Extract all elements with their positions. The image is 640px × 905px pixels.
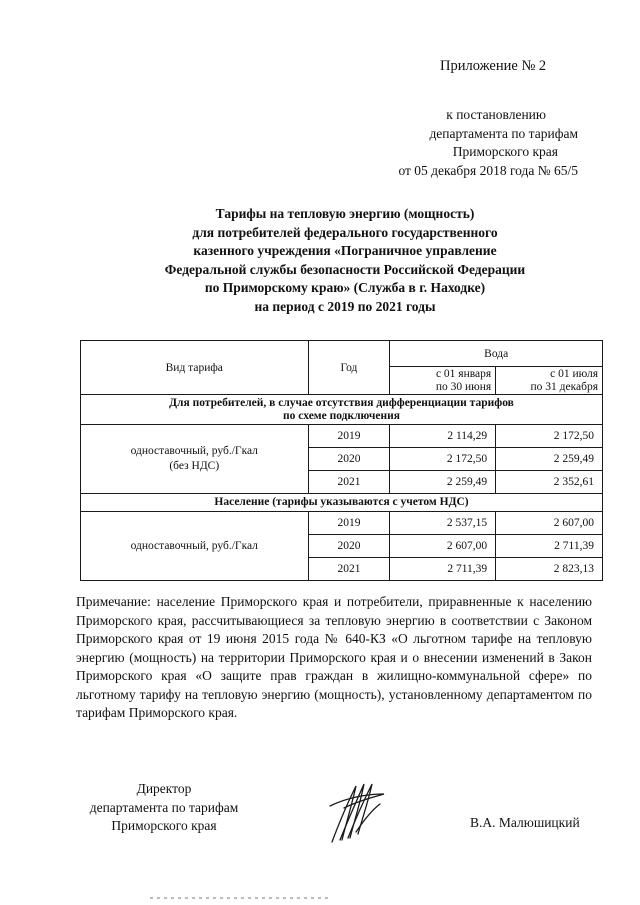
section-title: Население (тарифы указываются с учетом НДС) xyxy=(81,494,603,512)
appendix-line: департамента по тарифам xyxy=(429,125,578,141)
header-water: Вода xyxy=(390,341,603,367)
title-line: казенного учреждения «Пограничное управление xyxy=(193,243,497,258)
title-line: Федеральной службы безопасности Российской Федерации xyxy=(164,261,526,277)
tariff-value: 2 711,39 xyxy=(496,535,603,558)
position-line: департамента по тарифам xyxy=(89,799,239,815)
tariff-table xyxy=(80,340,603,581)
tariff-value: 2 259,49 xyxy=(496,448,603,471)
appendix-line: к постановлению xyxy=(446,107,546,122)
header-period-1-b: по 30 июня xyxy=(435,380,492,393)
header-year: Год xyxy=(308,341,390,395)
tariff-value: 2 607,00 xyxy=(390,535,496,558)
tariff-value: 2 823,13 xyxy=(496,558,603,581)
tariff-type-vat: (без НДС) xyxy=(169,460,220,472)
handwritten-signature-icon xyxy=(326,776,388,848)
title-line: для потребителей федерального государственного xyxy=(192,224,498,240)
signatory-position xyxy=(75,780,253,836)
position-line: Директор xyxy=(136,781,192,796)
year-cell: 2021 xyxy=(308,558,390,581)
scan-artifact xyxy=(150,897,330,899)
year-cell: 2020 xyxy=(308,448,390,471)
header-period-2-a: с 01 июля xyxy=(550,367,598,380)
tariff-type-cell: одноставочный, руб./Гкал xyxy=(81,512,309,581)
year-cell: 2021 xyxy=(308,471,390,494)
header-period-2-b: по 31 декабря xyxy=(530,380,598,393)
tariff-type-label: одноставочный, руб./Гкал xyxy=(130,445,258,457)
tariff-value: 2 537,15 xyxy=(390,512,496,535)
section-title xyxy=(81,395,603,425)
appendix-line: Приморского края xyxy=(452,144,558,159)
header-period-2 xyxy=(496,367,603,395)
title-line: по Приморскому краю» (Служба в г. Находке) xyxy=(204,280,486,295)
tariff-value: 2 172,50 xyxy=(496,425,603,448)
header-tariff-type: Вид тарифа xyxy=(81,341,309,395)
year-cell: 2019 xyxy=(308,425,390,448)
position-line: Приморского края xyxy=(111,818,217,833)
document-title xyxy=(95,205,595,316)
appendix-reference xyxy=(398,106,578,180)
header-period-1-a: с 01 января xyxy=(435,367,492,380)
section-title-line: по схеме подключения xyxy=(283,409,400,422)
header-period-1 xyxy=(390,367,496,395)
tariff-value: 2 259,49 xyxy=(390,471,496,494)
tariff-value: 2 607,00 xyxy=(496,512,603,535)
tariff-value: 2 352,61 xyxy=(496,471,603,494)
tariff-value: 2 114,29 xyxy=(390,425,496,448)
note-paragraph: Примечание: население Приморского края и потребители, приравненные к населению Приморского края, рассчитывающиеся за тепловую энергию в соответствии с Законом Приморского края от 19 июня 2015 года № 640-КЗ «О льготном тарифе на тепловую энергию (мощность) на территории Приморского края и о внесении изменений в Закон Приморского края «О защите прав граждан в жилищно-коммунальной сфере» по льготному тарифу на тепловую энергию (мощность), установленному департаментом по тарифам Приморского края. xyxy=(76,594,592,720)
tariff-value: 2 172,50 xyxy=(390,448,496,471)
year-cell: 2020 xyxy=(308,535,390,558)
section-title-line: Для потребителей, в случае отсутствия дифференциации тарифов xyxy=(169,396,514,409)
appendix-line: от 05 декабря 2018 года № 65/5 xyxy=(398,162,578,178)
tariff-type-cell xyxy=(81,425,309,494)
appendix-number: Приложение № 2 xyxy=(440,58,547,74)
tariff-value: 2 711,39 xyxy=(390,558,496,581)
signatory-name: В.А. Малюшицкий xyxy=(470,815,580,830)
title-line: на период с 2019 по 2021 годы xyxy=(254,298,436,314)
title-line: Тарифы на тепловую энергию (мощность) xyxy=(215,206,475,221)
year-cell: 2019 xyxy=(308,512,390,535)
